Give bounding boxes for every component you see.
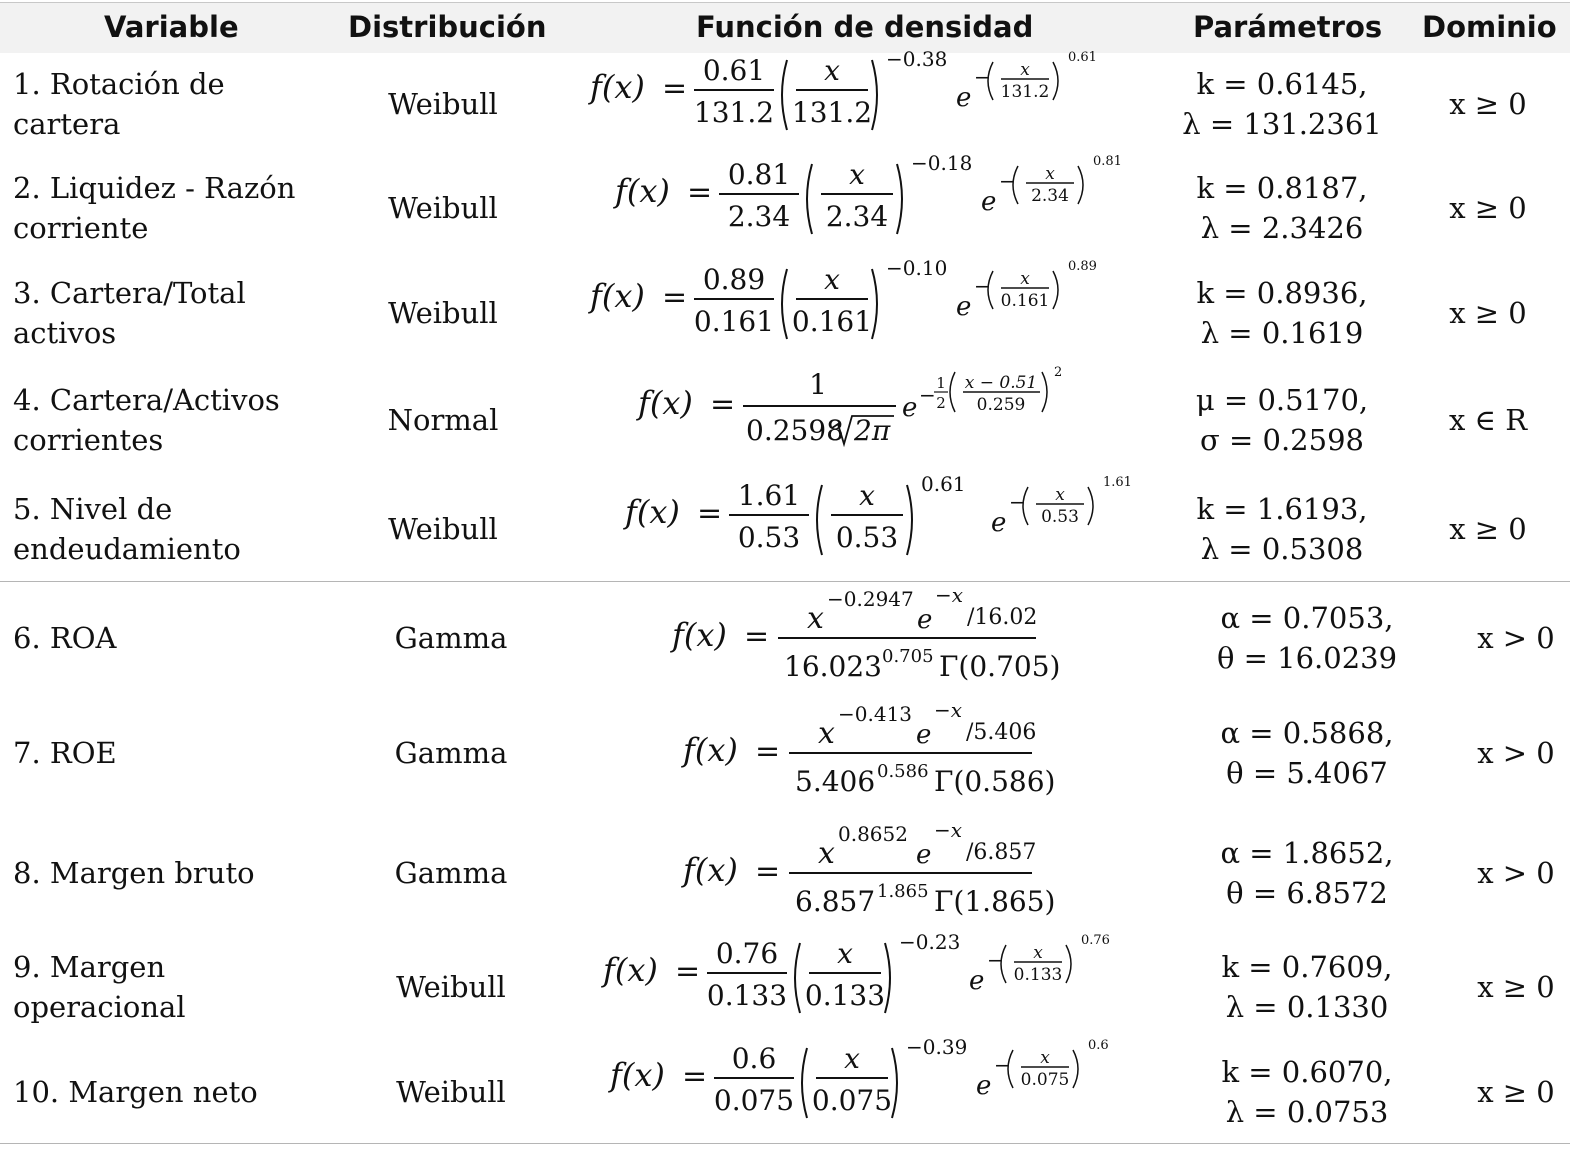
inner-x: x — [837, 936, 853, 970]
numerator-e: e — [916, 839, 932, 870]
parameter-2: λ = 0.5308 — [1200, 531, 1364, 566]
formula-lhs: f(x) — [590, 67, 645, 106]
parameters-cell — [1172, 260, 1392, 365]
parameters-cell — [1172, 155, 1392, 260]
parameter-1: k = 0.6145, — [1196, 66, 1368, 101]
coefficient-denominator: 2.34 — [727, 199, 791, 233]
density-formula — [590, 48, 1110, 148]
distribution-cell: Weibull — [388, 86, 498, 121]
table-row — [0, 365, 1570, 475]
inner-x: x — [824, 262, 840, 296]
parameter-1: α = 0.5868, — [1220, 715, 1394, 750]
exp-denominator: 0.075 — [1020, 1069, 1070, 1090]
distribution-cell: Weibull — [396, 969, 506, 1004]
domain-cell: x > 0 — [1477, 855, 1555, 890]
exp-sign: − — [987, 947, 1004, 972]
parameter-1: k = 0.8187, — [1196, 170, 1368, 205]
exp-denominator: 2.34 — [1031, 185, 1069, 206]
table-row — [0, 693, 1570, 812]
denominator-coef: 0.2598 — [746, 414, 844, 447]
right-paren — [1053, 62, 1058, 100]
formula-lhs: f(x) — [625, 492, 680, 531]
header-domain: Dominio — [1422, 10, 1557, 44]
inner-x: x — [859, 478, 875, 512]
left-paren — [802, 1048, 807, 1118]
inner-denominator: 0.53 — [835, 520, 899, 554]
parameter-2: θ = 16.0239 — [1216, 640, 1398, 675]
power-exponent: −0.18 — [911, 150, 973, 175]
distribution-cell: Normal — [387, 403, 499, 437]
equals-sign: = — [697, 495, 723, 531]
exp-base: e — [991, 507, 1007, 538]
table-row — [0, 150, 1570, 260]
denominator-power: 0.705 — [882, 645, 934, 667]
variable-cell: 3. Cartera/Total activos — [13, 275, 246, 350]
coefficient-numerator: 0.89 — [702, 262, 766, 296]
coefficient-numerator: 0.6 — [731, 1041, 777, 1075]
formula-lhs: f(x) — [683, 850, 738, 889]
power-exponent: −0.39 — [906, 1034, 968, 1059]
table-row — [0, 255, 1570, 365]
formula-lhs: f(x) — [683, 730, 738, 769]
coefficient-numerator: 0.81 — [727, 157, 791, 191]
denominator-gamma: Γ(0.705) — [939, 649, 1061, 683]
numerator-e-power: −x — [934, 697, 963, 722]
equals-sign: = — [662, 279, 688, 315]
domain-cell: x ≥ 0 — [1449, 511, 1527, 546]
exp-x: x — [1033, 942, 1043, 963]
parameters-cell — [1172, 365, 1392, 475]
exp-x: x — [1040, 1047, 1050, 1068]
right-paren — [1042, 372, 1047, 412]
domain-cell: x ≥ 0 — [1477, 969, 1555, 1004]
formula-lhs: f(x) — [672, 615, 727, 654]
table-row — [0, 1034, 1570, 1143]
inner-x: x — [849, 157, 865, 191]
right-paren — [872, 269, 877, 339]
header-distribution: Distribución — [348, 10, 547, 44]
distribution-cell: Gamma — [394, 855, 508, 890]
parameter-2: λ = 0.0753 — [1225, 1094, 1389, 1129]
exp-sign: − — [974, 273, 991, 298]
parameter-1: k = 0.8936, — [1196, 275, 1368, 310]
coefficient-numerator: 0.76 — [715, 936, 779, 970]
denominator-base: 16.023 — [784, 649, 882, 683]
parameters-cell — [1172, 52, 1392, 155]
equals-sign: = — [675, 953, 701, 989]
exp-denominator: 131.2 — [1000, 81, 1050, 102]
parameters-cell — [1197, 693, 1417, 812]
numerator-divisor: /6.857 — [966, 839, 1037, 865]
square-exponent: 2 — [1054, 365, 1063, 380]
half-denominator: 2 — [936, 394, 946, 412]
table-row — [0, 812, 1570, 933]
formula-lhs: f(x) — [610, 1055, 665, 1094]
row-separator — [0, 1143, 1570, 1144]
exp-shape: 1.61 — [1103, 474, 1132, 490]
numerator-e-power: −x — [934, 817, 963, 842]
right-paren — [872, 60, 877, 130]
exp-sign: − — [999, 168, 1016, 193]
exp-shape: 0.89 — [1068, 258, 1097, 274]
density-formula — [610, 1036, 1130, 1136]
numerator-x-power: −0.2947 — [827, 586, 914, 611]
numerator-divisor: /5.406 — [966, 719, 1037, 745]
exp-base: e — [956, 291, 972, 322]
inner-denominator: 131.2 — [791, 95, 873, 129]
parameter-2: λ = 0.1619 — [1200, 315, 1364, 350]
domain-cell: x ≥ 0 — [1449, 190, 1527, 225]
exp-sign: − — [919, 383, 936, 407]
coefficient-denominator: 131.2 — [693, 95, 775, 129]
variable-cell: 8. Margen bruto — [13, 855, 255, 890]
coefficient-denominator: 0.075 — [713, 1083, 795, 1117]
exp-base: e — [969, 965, 985, 996]
parameter-2: λ = 131.2361 — [1182, 106, 1382, 141]
numerator-x-power: −0.413 — [838, 701, 913, 726]
inner-denominator: 0.259 — [976, 395, 1026, 415]
formula-lhs: f(x) — [603, 950, 658, 989]
exp-x: x — [1055, 484, 1065, 505]
inner-numerator: x − 0.51 — [964, 373, 1038, 393]
exp-base: e — [981, 186, 997, 217]
exp-x: x — [1020, 59, 1030, 80]
equals-sign: = — [755, 733, 781, 769]
exp-shape: 0.6 — [1088, 1037, 1109, 1053]
parameter-2: σ = 0.2598 — [1199, 423, 1364, 457]
header-density: Función de densidad — [696, 10, 1034, 44]
right-paren — [907, 485, 912, 555]
denominator-power: 0.586 — [877, 760, 929, 782]
parameter-1: k = 1.6193, — [1196, 491, 1368, 526]
formula-lhs: f(x) — [615, 171, 670, 210]
table-row — [0, 471, 1570, 582]
variable-cell: 10. Margen neto — [13, 1074, 258, 1109]
left-paren — [807, 164, 812, 234]
right-paren — [1066, 945, 1071, 983]
denominator-root: 2π — [854, 414, 891, 447]
parameters-cell — [1172, 475, 1392, 582]
variable-cell: 4. Cartera/Activos corrientes — [13, 383, 280, 457]
equals-sign: = — [687, 174, 713, 210]
numerator-divisor: /16.02 — [967, 604, 1038, 630]
density-formula — [625, 473, 1145, 573]
numerator-e-power: −x — [935, 582, 964, 607]
domain-cell: x > 0 — [1477, 735, 1555, 770]
parameters-cell — [1197, 812, 1417, 933]
left-paren — [817, 485, 822, 555]
inner-denominator: 0.075 — [811, 1083, 893, 1117]
coefficient-denominator: 0.53 — [737, 520, 801, 554]
parameter-2: θ = 5.4067 — [1226, 755, 1388, 790]
denominator-base: 6.857 — [795, 884, 876, 918]
exp-x: x — [1020, 268, 1030, 289]
power-exponent: −0.10 — [886, 255, 948, 280]
parameter-1: α = 1.8652, — [1220, 835, 1394, 870]
coefficient-numerator: 1.61 — [737, 478, 801, 512]
numerator-x-power: 0.8652 — [838, 821, 908, 846]
header-variable: Variable — [104, 10, 239, 44]
coefficient-denominator: 0.161 — [693, 304, 775, 338]
left-paren — [950, 372, 955, 412]
exp-shape: 0.76 — [1081, 932, 1110, 948]
coefficient-numerator: 0.61 — [702, 53, 766, 87]
right-paren — [1078, 166, 1083, 204]
right-paren — [1053, 271, 1058, 309]
domain-cell: x ≥ 0 — [1449, 86, 1527, 121]
variable-cell: 1. Rotación de cartera — [13, 66, 225, 141]
domain-cell: x ≥ 0 — [1449, 295, 1527, 330]
distribution-cell: Weibull — [388, 511, 498, 546]
parameter-1: α = 0.7053, — [1220, 600, 1394, 635]
density-formula — [683, 699, 1203, 799]
exp-shape: 0.61 — [1068, 49, 1097, 65]
right-paren — [1088, 487, 1093, 525]
denominator-power: 1.865 — [877, 880, 929, 902]
table-row — [0, 582, 1570, 693]
right-paren — [1073, 1050, 1078, 1088]
distribution-cell: Weibull — [396, 1074, 506, 1109]
density-formula — [638, 364, 1158, 464]
half-numerator: 1 — [936, 374, 946, 392]
right-paren — [892, 1048, 897, 1118]
exp-shape: 0.81 — [1093, 153, 1122, 169]
row-separator — [0, 581, 1570, 582]
denominator-gamma: Γ(0.586) — [934, 764, 1056, 798]
header-parameters: Parámetros — [1193, 10, 1383, 44]
variable-cell: 2. Liquidez - Razón corriente — [13, 170, 296, 245]
parameter-2: λ = 2.3426 — [1200, 210, 1364, 245]
exp-denominator: 0.53 — [1041, 506, 1079, 527]
variable-cell: 7. ROE — [13, 735, 117, 770]
parameters-cell — [1197, 1040, 1417, 1143]
distribution-cell: Weibull — [388, 190, 498, 225]
equals-sign: = — [682, 1058, 708, 1094]
density-formula — [603, 931, 1123, 1031]
left-paren — [782, 269, 787, 339]
denominator-gamma: Γ(1.865) — [934, 884, 1056, 918]
table-row — [0, 929, 1570, 1040]
equals-sign: = — [755, 853, 781, 889]
distribution-cell: Gamma — [394, 620, 508, 655]
domain-cell: x ≥ 0 — [1477, 1074, 1555, 1109]
exp-base: e — [976, 1070, 992, 1101]
exp-sign: − — [1009, 489, 1026, 514]
exp-base: e — [956, 82, 972, 113]
density-formula — [590, 257, 1110, 357]
power-exponent: −0.38 — [886, 46, 948, 71]
right-paren — [897, 164, 902, 234]
density-formula — [672, 584, 1192, 684]
numerator-e: e — [916, 719, 932, 750]
domain-cell: x > 0 — [1477, 620, 1555, 655]
numerator: 1 — [809, 368, 827, 401]
parameter-1: k = 0.6070, — [1221, 1054, 1393, 1089]
equals-sign: = — [662, 70, 688, 106]
numerator-x: x — [818, 715, 835, 751]
left-paren — [795, 943, 800, 1013]
denominator-base: 5.406 — [795, 764, 876, 798]
inner-denominator: 2.34 — [825, 199, 889, 233]
parameters-cell — [1197, 933, 1417, 1040]
inner-denominator: 0.161 — [791, 304, 873, 338]
power-exponent: 0.61 — [921, 471, 966, 496]
variable-cell: 5. Nivel de endeudamiento — [13, 491, 241, 566]
coefficient-denominator: 0.133 — [706, 978, 788, 1012]
parameter-1: μ = 0.5170, — [1195, 383, 1369, 417]
equals-sign: = — [744, 618, 770, 654]
exp-sign: − — [974, 64, 991, 89]
numerator-x: x — [818, 835, 835, 871]
exp-x: x — [1045, 163, 1055, 184]
density-formula — [683, 819, 1203, 919]
numerator-e: e — [917, 604, 933, 635]
distribution-cell: Gamma — [394, 735, 508, 770]
numerator-x: x — [807, 600, 824, 636]
domain-cell: x ∈ R — [1448, 403, 1528, 437]
parameter-2: λ = 0.1330 — [1225, 989, 1389, 1024]
formula-lhs: f(x) — [590, 276, 645, 315]
exp-denominator: 0.133 — [1013, 964, 1063, 985]
left-paren — [782, 60, 787, 130]
right-paren — [885, 943, 890, 1013]
inner-x: x — [844, 1041, 860, 1075]
exp-sign: − — [994, 1052, 1011, 1077]
power-exponent: −0.23 — [899, 929, 961, 954]
variable-cell: 6. ROA — [13, 620, 117, 655]
parameter-1: k = 0.7609, — [1221, 949, 1393, 984]
variable-cell: 9. Margen operacional — [13, 949, 186, 1024]
equals-sign: = — [710, 387, 736, 422]
inner-x: x — [824, 53, 840, 87]
exp-base: e — [902, 393, 918, 423]
exp-denominator: 0.161 — [1000, 290, 1050, 311]
formula-lhs: f(x) — [638, 384, 693, 422]
parameters-cell — [1197, 582, 1417, 693]
distribution-cell: Weibull — [388, 295, 498, 330]
density-formula — [615, 152, 1135, 252]
table-row — [0, 46, 1570, 155]
inner-denominator: 0.133 — [804, 978, 886, 1012]
parameter-2: θ = 6.8572 — [1226, 875, 1388, 910]
